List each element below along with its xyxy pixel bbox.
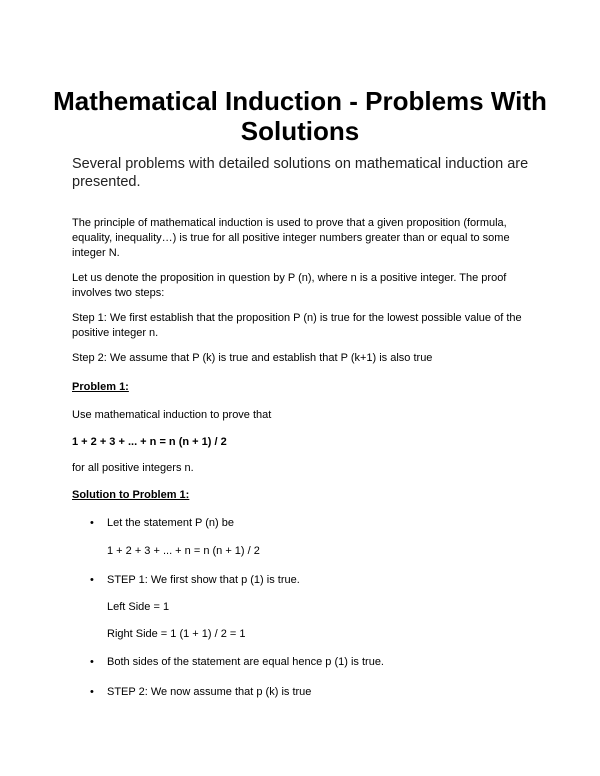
page-subtitle: Several problems with detailed solutions on mathematical induction are presented. (72, 156, 529, 190)
intro-paragraph: The principle of mathematical induction is used to prove that a given proposition (formula, equality, inequality…) is true for all positive integer numbers greater than or equal to some integer N. (72, 217, 510, 259)
bullet-icon: • (90, 686, 94, 698)
problem-1-prompt: Use mathematical induction to prove that (72, 409, 272, 421)
problem-1-heading: Problem 1: (72, 381, 129, 393)
page-title: Mathematical Induction - Problems With Solutions (53, 86, 547, 146)
bullet-icon: • (90, 574, 94, 586)
bullet-icon: • (90, 656, 94, 668)
solution-1-heading: Solution to Problem 1: (72, 489, 190, 501)
problem-1-scope: for all positive integers n. (72, 462, 194, 474)
bullet-icon: • (90, 517, 94, 529)
proposition-paragraph: Let us denote the proposition in question by P (n), where n is a positive integer. The proof involves two steps: (72, 272, 507, 299)
list-item-text: Both sides of the statement are equal hence p (1) is true. (107, 656, 384, 668)
left-side-value: Left Side = 1 (107, 601, 170, 613)
list-item-text: STEP 2: We now assume that p (k) is true (107, 686, 312, 698)
problem-1-equation: 1 + 2 + 3 + ... + n = n (n + 1) / 2 (72, 436, 227, 448)
list-item-text: Let the statement P (n) be (107, 517, 234, 529)
statement-equation: 1 + 2 + 3 + ... + n = n (n + 1) / 2 (107, 545, 260, 557)
step-1-paragraph: Step 1: We first establish that the proposition P (n) is true for the lowest possible value of the positive integer n. (72, 312, 522, 339)
list-item-text: STEP 1: We first show that p (1) is true. (107, 574, 300, 586)
right-side-value: Right Side = 1 (1 + 1) / 2 = 1 (107, 628, 246, 640)
step-2-paragraph: Step 2: We assume that P (k) is true and establish that P (k+1) is also true (72, 352, 433, 364)
